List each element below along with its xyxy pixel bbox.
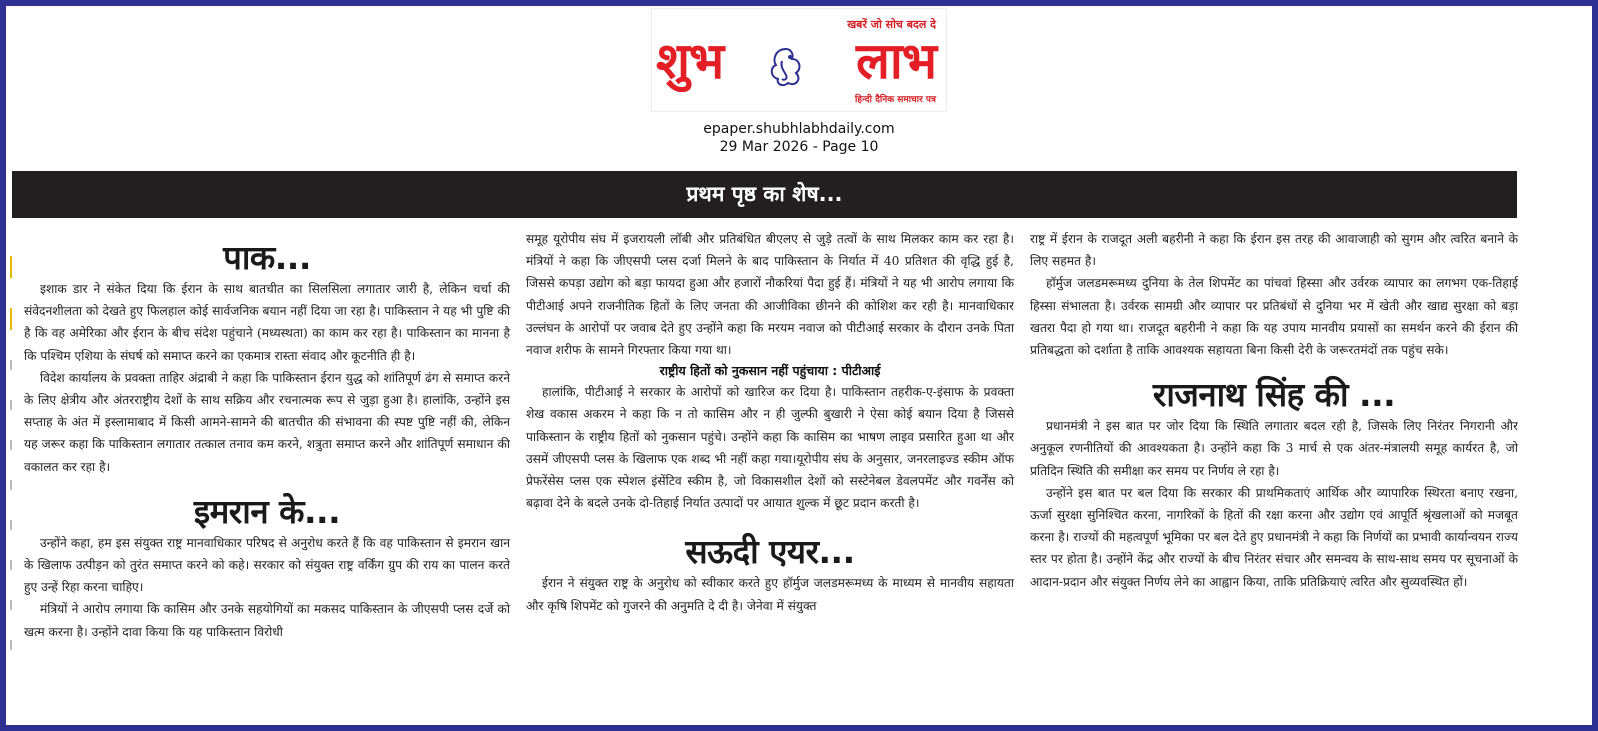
subheading-pti: राष्ट्रीय हितों को नुकसान नहीं पहुंचाया : पीटीआई — [659, 363, 881, 379]
paragraph: मंत्रियों ने आरोप लगाया कि कासिम और उनके सहयोगियों का मकसद पाकिस्तान के जीएसपी प्लस दर्जे को खत्म करना है। उन्होंने दावा किया कि यह पाकिस्तान विरोधी — [24, 602, 510, 639]
masthead-subtag: हिन्दी दैनिक समाचार पत्र — [854, 95, 936, 105]
headline-imran: इमरान के... — [193, 491, 341, 531]
epaper-page — [6, 6, 1592, 725]
paragraph: हॉर्मुज जलडमरूमध्य दुनिया के तेल शिपमेंट का पांचवां हिस्सा और उर्वरक व्यापार का लगभग एक-तिहाई हिस्सा संभालता है। उर्वरक सामग्री और व्यापार पर प्रतिबंधों से दुनिया भर में खेती और खाद्य सुरक्षा को बड़ा खतरा पैदा हो गया था। राजदूत बहरीनी ने कहा कि यह उपाय मानवीय प्रयासों का समर्थन करने की ईरान की प्रतिबद्धता को दर्शाता है ताकि आवश्यक सहायता बिना किसी देरी के जरूरतमंदों तक पहुंच सके। — [1030, 276, 1518, 358]
logo-word-labh: लाभ — [856, 32, 936, 90]
headline-pak: पाक... — [223, 238, 311, 277]
headline-saudi-air: सऊदी एयर... — [685, 532, 855, 572]
column-1 — [24, 228, 510, 643]
margin-marks — [10, 256, 13, 696]
paragraph: इशाक डार ने संकेत दिया कि ईरान के साथ बातचीत का सिलसिला लगातार जारी है, लेकिन चर्चा की संवेदनशीलता को देखते हुए फिलहाल कोई सार्वजनिक बयान नहीं दिया जा रहा है। पाकिस्तान ने यह भी पुष्टि की है कि वह अमेरिका और ईरान के बीच संदेश पहुंचाने (मध्यस्थता) का काम कर रहा है। पाकिस्तान का मानना है कि पश्चिम एशिया के संघर्ष को समाप्त करने का एकमात्र रास्ता संवाद और कूटनीति ही है। — [24, 282, 510, 363]
headline-rajnath: राजनाथ सिंह की ... — [1152, 375, 1396, 415]
paragraph: उन्होंने इस बात पर बल दिया कि सरकार की प्राथमिकताएं आर्थिक और व्यापारिक स्थिरता बनाए रखना, ऊर्जा सुरक्षा सुनिश्चित करना, नागरिकों के हितों की रक्षा करना और उद्योग एवं आपूर्ति श्रृंखलाओं को मजबूत करना है। राज्यों की महत्वपूर्ण भूमिका पर बल देते हुए प्रधानमंत्री ने कहा कि निर्णयों का प्रभावी कार्यान्वयन राज्य स्तर पर होता है। उन्होंने केंद्र और राज्यों के बीच निरंतर संचार और समन्वय के साथ-साथ समय पर सूचनाओं के आदान-प्रदान और संयुक्त निर्णय लेने का आह्वान किया, ताकि प्रतिक्रियाएं त्वरित और सुव्यवस्थित हों। — [1030, 485, 1518, 589]
paragraph: हालांकि, पीटीआई ने सरकार के आरोपों को खारिज कर दिया है। पाकिस्तान तहरीक-ए-इंसाफ के प्रवक्ता शेख वकास अकरम ने कहा कि न तो कासिम और न ही जुल्फी बुखारी ने ऐसा कोई बयान दिया है जिससे पाकिस्तान के राष्ट्रीय हितों को नुकसान पहुंचे। उन्होंने कहा कि कासिम का भाषण लाइव प्रसारित हुआ था और उसमें जीएसपी प्लस के खिलाफ एक शब्द भी नहीं कहा गया।यूरोपीय संघ के अनुसार, जनरलाइज्ड स्कीम ऑफ प्रेफरेंसेस प्लस एक स्पेशल इंसेंटिव स्कीम है, जो विकासशील देशों को सस्टेनेबल डेवलपमेंट और गवर्नेंस को बढ़ावा देने के बदले उनके दो-तिहाई निर्यात उत्पादों पर आयात शुल्क में छूट प्रदान करती है। — [526, 385, 1014, 511]
paragraph: ईरान ने संयुक्त राष्ट्र के अनुरोध को स्वीकार करते हुए हॉर्मुज जलडमरूमध्य के माध्यम से मानवीय सहायता और कृषि शिपमेंट को गुजरने की अनुमति दे दी है। जेनेवा में संयुक्त — [526, 576, 1014, 613]
site-info — [646, 120, 952, 156]
paragraph: उन्होंने कहा, हम इस संयुक्त राष्ट्र मानवाधिकार परिषद से अनुरोध करते हैं कि वह पाकिस्तान से इमरान खान के खिलाफ उत्पीड़न को तुरंत समाप्त करने को कहे। सरकार को संयुक्त राष्ट्र वर्किंग ग्रुप की राय का पालन करते हुए उन्हें रिहा करना चाहिए। — [24, 535, 510, 595]
column-2 — [526, 228, 1014, 617]
section-banner: प्रथम पृष्ठ का शेष... — [12, 171, 1517, 218]
logo-word-shubh: शुभ — [656, 32, 724, 90]
column-3 — [1030, 228, 1518, 593]
date-page: 29 Mar 2026 - Page 10 — [719, 139, 879, 155]
paragraph: प्रधानमंत्री ने इस बात पर जोर दिया कि स्थिति लगातार बदल रही है, जिसके लिए निरंतर निगरानी और अनुकूल रणनीतियों की आवश्यकता है। उन्होंने कहा कि 3 मार्च से एक अंतर-मंत्रालयी समूह कार्यरत है, जो प्रतिदिन स्थिति की समीक्षा कर समय पर निर्णय ले रहा है। — [1030, 419, 1518, 478]
paragraph: विदेश कार्यालय के प्रवक्ता ताहिर अंद्राबी ने कहा कि पाकिस्तान ईरान युद्ध को शांतिपूर्ण ढंग से समाप्त करने के लिए क्षेत्रीय और अंतरराष्ट्रीय देशों के साथ सक्रिय और रचनात्मक रूप से जुड़ा हुआ है। हालांकि, उन्होंने इस सप्ताह के अंत में इस्लामाबाद में किसी आमने-सामने की बातचीत की संभावना की स्पष्ट पुष्टि नहीं की, लेकिन यह जरूर कहा कि पाकिस्तान लगातार तत्काल तनाव कम करने, शत्रुता समाप्त करने और शांतिपूर्ण समाधान की वकालत कर रहा है। — [24, 370, 510, 474]
site-url[interactable]: epaper.shubhlabhdaily.com — [703, 121, 895, 137]
paragraph: राष्ट्र में ईरान के राजदूत अली बहरीनी ने कहा कि ईरान इस तरह की आवाजाही को सुगम और त्वरित बनाने के लिए सहमत है। — [1030, 232, 1518, 269]
ganesh-icon — [766, 45, 806, 89]
masthead-tagline: खबरें जो सोच बदल दे — [847, 18, 936, 31]
faint-bleed-text — [626, 158, 1106, 168]
paragraph: समूह यूरोपीय संघ में इजरायली लॉबी और प्रतिबंधित बीएलए से जुड़े तत्वों के साथ मिलकर काम कर रहा है। मंत्रियों ने कहा कि जीएसपी प्लस दर्जा मिलने के बाद पाकिस्तान के निर्यात में 40 प्रतिशत की वृद्धि हुई है, जिससे कपड़ा उद्योग को बड़ा फायदा हुआ और हजारों नौकरियां पैदा हुई हैं। मंत्रियों ने यह भी आरोप लगाया कि पीटीआई अपने राजनीतिक हितों के लिए जनता की आजीविका छीनने की कोशिश कर रही है। मानवाधिकार उल्लंघन के आरोपों पर जवाब देते हुए उन्होंने कहा कि मरयम नवाज को पीटीआई सरकार के दौरान उनके पिता नवाज शरीफ के सामने गिरफ्तार किया गया था। — [526, 232, 1014, 358]
masthead-logo[interactable] — [651, 8, 947, 112]
